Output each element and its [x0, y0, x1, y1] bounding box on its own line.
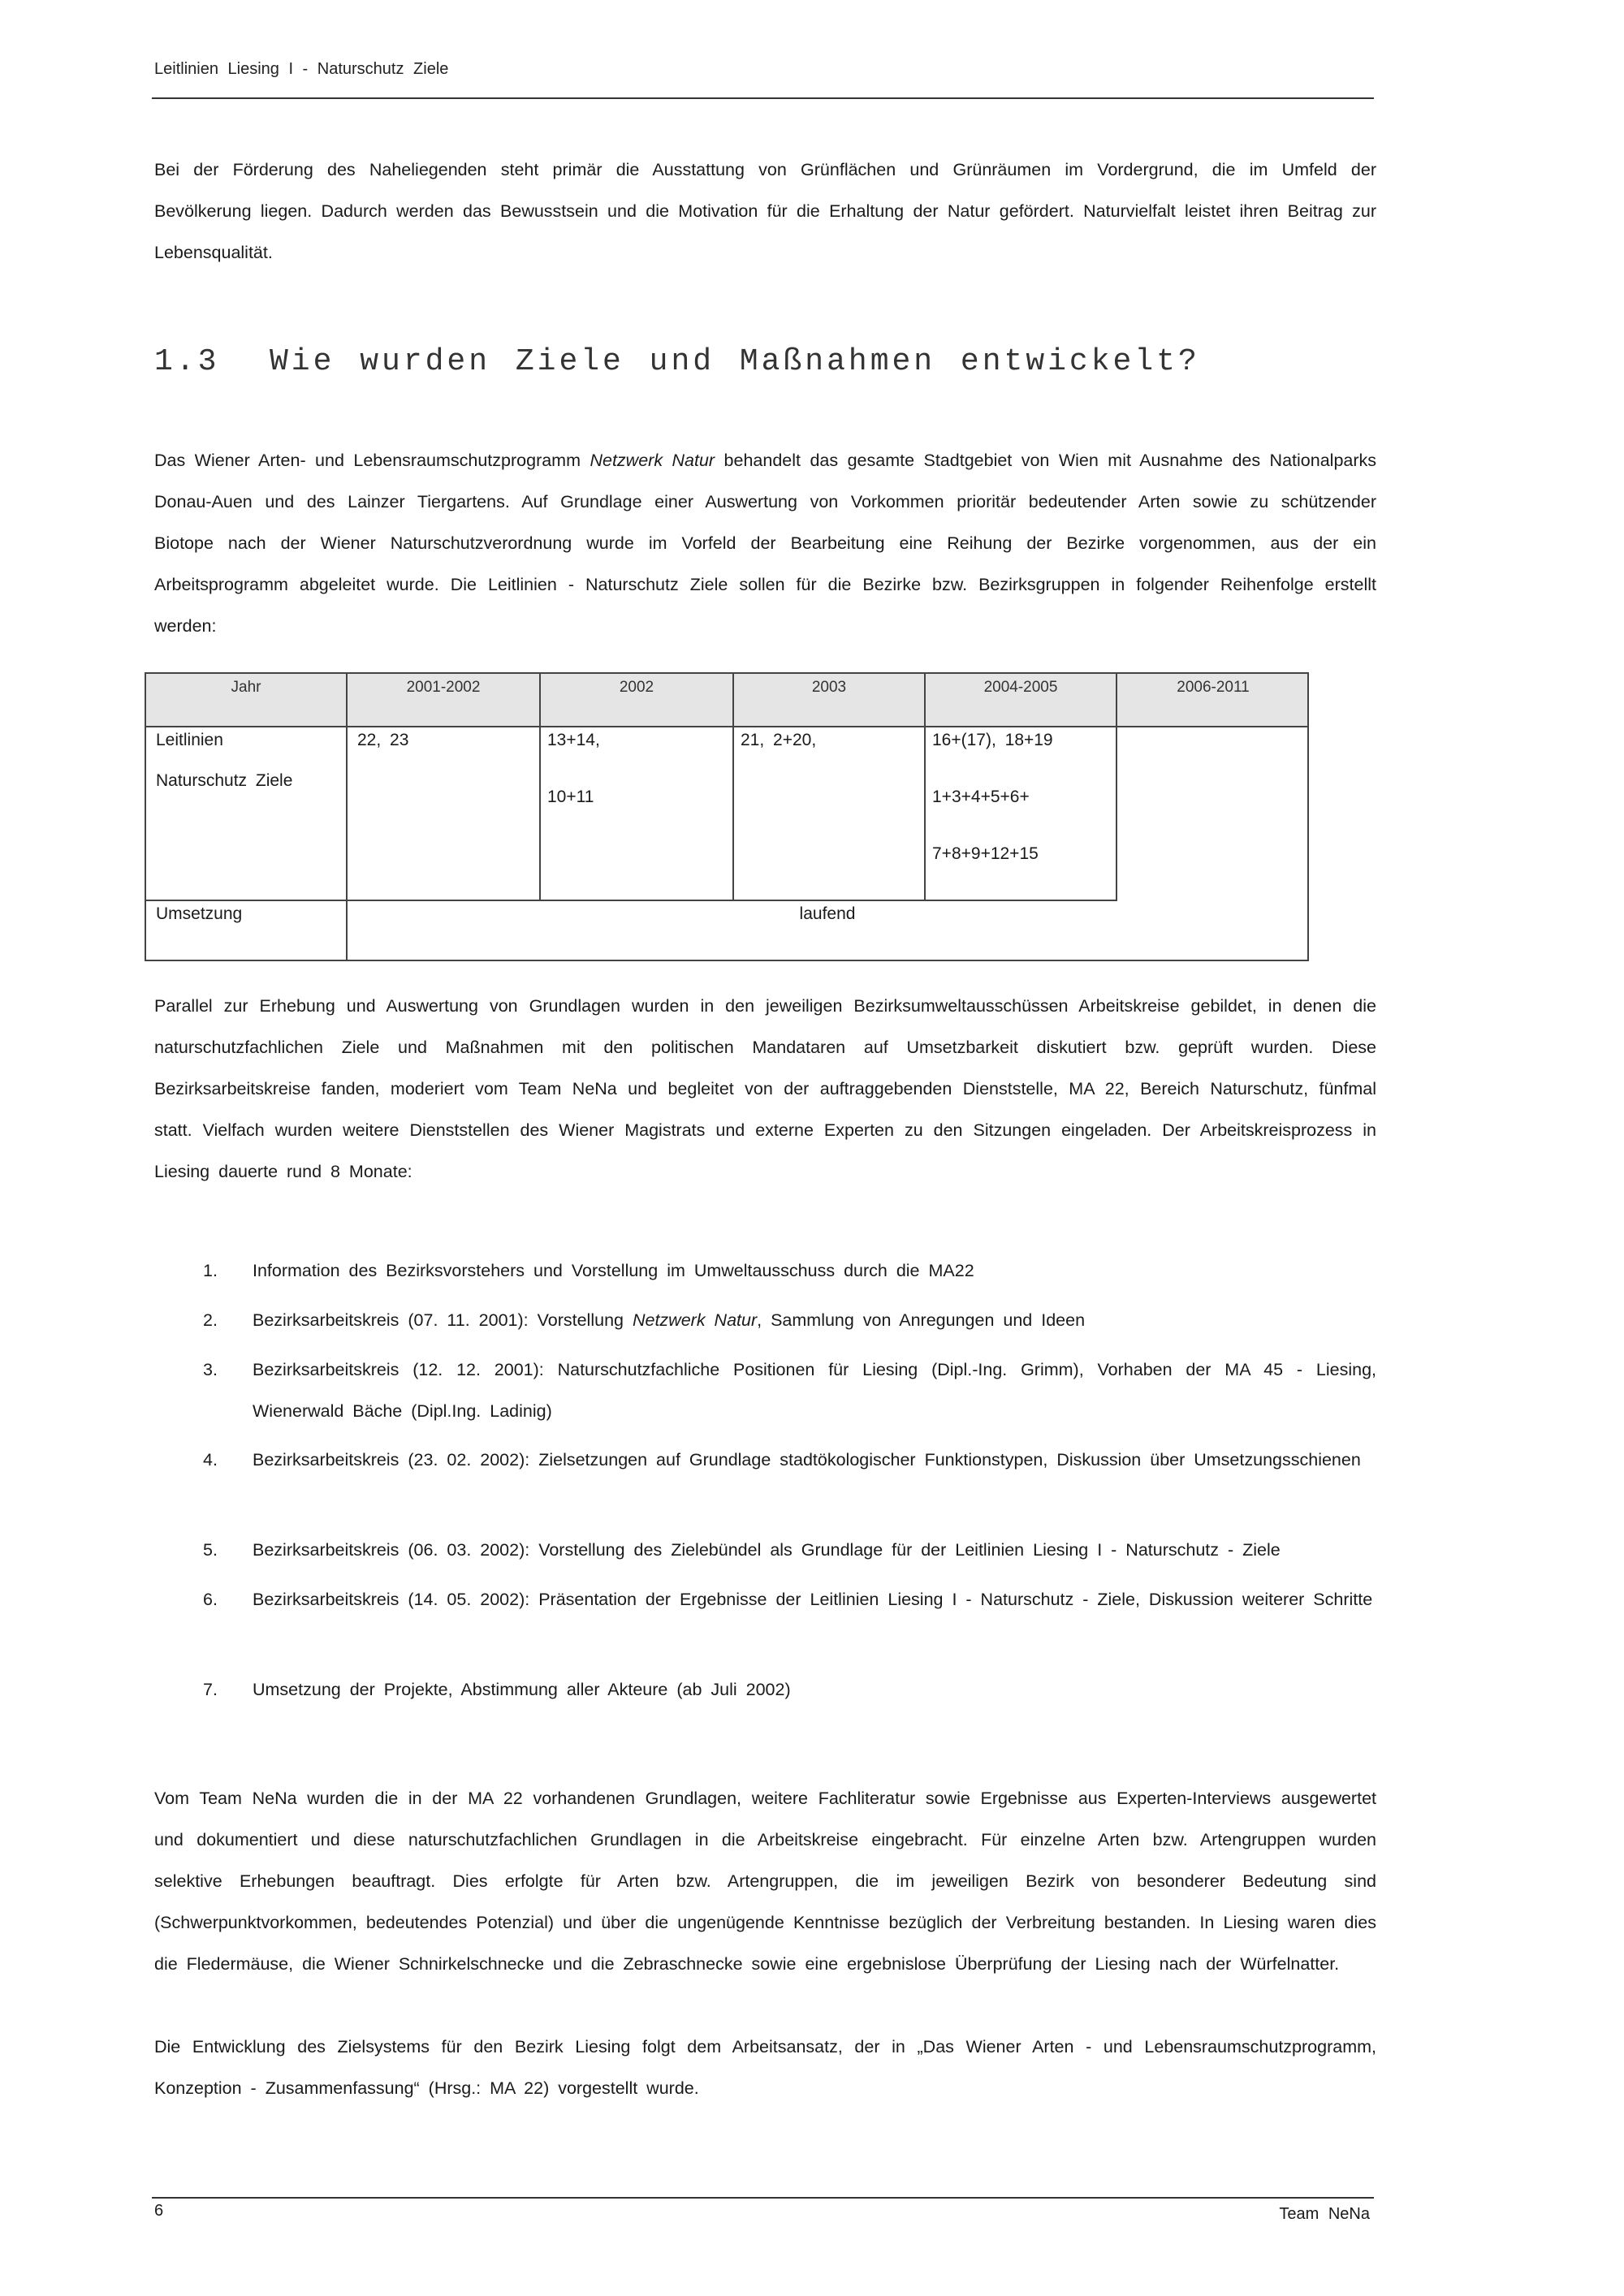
- table-header-cell: 2002: [539, 672, 732, 726]
- list-item-text: Umsetzung der Projekte, Abstimmung aller Akteure (ab Juli 2002): [253, 1680, 791, 1699]
- row-label-leitlinien: Leitlinien: [156, 731, 223, 749]
- table-header-cell: Jahr: [145, 672, 346, 726]
- running-header: Leitlinien Liesing I - Naturschutz Ziele: [154, 60, 449, 78]
- list-item-number: 2.: [203, 1310, 218, 1330]
- row-label-umsetzung: Umsetzung: [156, 904, 243, 923]
- list-item-number: 4.: [203, 1450, 218, 1470]
- list-item-text: [253, 1300, 1376, 1341]
- cell-2003: 21, 2+20,: [741, 731, 817, 749]
- footer-rule: [152, 2197, 1374, 2199]
- table-header-cell: 2006-2011: [1116, 672, 1309, 726]
- table-rule: [346, 726, 348, 961]
- program-paragraph: [154, 440, 1376, 647]
- working-group-paragraph: Parallel zur Erhebung und Auswertung von Grundlagen wurden in den jeweiligen Bezirksumweltausschüssen Arbeitskreise gebildet, in denen die naturschutzfachlichen Ziele und Maßnahmen mit den politischen Mandataren auf Umsetzbarkeit diskutiert bzw. geprüft wurden. Diese Bezirksarbeitskreise fanden, moderiert vom Team NeNa und begleitet von der auftraggebenden Dienststelle, MA 22, Bereich Naturschutz, fünfmal statt. Vielfach wurden weitere Dienststellen des Wiener Magistrats und externe Experten zu den Sitzungen eingeladen. Der Arbeitskreisprozess in Liesing dauerte rund 8 Monate:: [154, 996, 1376, 1181]
- header-rule: [152, 97, 1374, 99]
- list-item-text-start: Bezirksarbeitskreis (07. 11. 2001): Vorstellung: [253, 1310, 633, 1330]
- table-header-cell: 2001-2002: [346, 672, 539, 726]
- section-title: Wie wurden Ziele und Maßnahmen entwickelt?: [270, 344, 1200, 379]
- table-rule: [924, 726, 926, 900]
- cell-2001-2002: 22, 23: [357, 731, 409, 749]
- section-number: 1.3: [154, 344, 220, 379]
- table-rule: [145, 726, 1309, 727]
- cell-2004-2005-line1: 16+(17), 18+19: [932, 731, 1053, 749]
- program-name: Netzwerk Natur: [590, 451, 715, 470]
- list-item-text-rest: , Sammlung von Anregungen und Ideen: [757, 1310, 1086, 1330]
- table-rule: [539, 726, 541, 900]
- list-item-text: Bezirksarbeitskreis (12. 12. 2001): Naturschutzfachliche Positionen für Liesing (Dipl.-Ing. Grimm), Vorhaben der MA 45 - Liesing, Wienerwald Bäche (Dipl.Ing. Ladinig): [253, 1360, 1376, 1421]
- cell-2002-line2: 10+11: [547, 788, 594, 806]
- cell-2004-2005-line3: 7+8+9+12+15: [932, 844, 1039, 863]
- row-label-naturschutz-ziele: Naturschutz Ziele: [156, 771, 293, 790]
- list-item-number: 7.: [203, 1680, 218, 1699]
- cell-2004-2005-line2: 1+3+4+5+6+: [932, 788, 1030, 806]
- list-item-text: Bezirksarbeitskreis (06. 03. 2002): Vorstellung des Zielebündel als Grundlage für der Leitlinien Liesing I - Naturschutz - Ziele: [253, 1540, 1281, 1560]
- page-number: 6: [154, 2202, 164, 2220]
- table-rule: [145, 900, 1117, 901]
- table-rule: [732, 726, 734, 900]
- table-rule: [1116, 726, 1117, 900]
- list-item-text: Bezirksarbeitskreis (23. 02. 2002): Zielsetzungen auf Grundlage stadtökologischer Funktionstypen, Diskussion über Umsetzungsschienen: [253, 1450, 1361, 1470]
- list-item-number: 3.: [203, 1360, 218, 1379]
- list-item-number: 5.: [203, 1540, 218, 1560]
- methods-paragraph: Vom Team NeNa wurden die in der MA 22 vorhandenen Grundlagen, weitere Fachliteratur sowie Ergebnisse aus Experten-Interviews ausgewertet und dokumentiert und diese naturschutzfachlichen Grundlagen in die Arbeitskreise eingebracht. Für einzelne Arten bzw. Artengruppen wurden selektive Erhebungen beauftragt. Dies erfolgte für Arten bzw. Artengruppen, die im jeweiligen Bezirk von besonderer Bedeutung sind (Schwerpunktvorkommen, bedeutendes Potenzial) und über die ungenügende Kenntnisse bezüglich der Verbreitung bestanden. In Liesing waren dies die Fledermäuse, die Wiener Schnirkelschnecke und die Zebraschnecke sowie eine ergebnislose Überprüfung der Liesing nach der Würfelnatter.: [154, 1789, 1376, 1974]
- cell-umsetzung-value: laufend: [799, 904, 856, 923]
- program-paragraph-start: Das Wiener Arten- und Lebensraumschutzprogramm: [154, 451, 590, 470]
- cell-2002-line1: 13+14,: [547, 731, 600, 749]
- list-item-number: 1.: [203, 1261, 218, 1280]
- approach-paragraph: Die Entwicklung des Zielsystems für den Bezirk Liesing folgt dem Arbeitsansatz, der in „Das Wiener Arten - und Lebensraumschutzprogramm, Konzeption - Zusammenfassung“ (Hrsg.: MA 22) vorgestellt wurde.: [154, 2037, 1376, 2098]
- list-item-text: Information des Bezirksvorstehers und Vorstellung im Umweltausschuss durch die MA22: [253, 1261, 974, 1280]
- footer-author: Team NeNa: [1279, 2205, 1370, 2223]
- table-header-cell: 2004-2005: [924, 672, 1116, 726]
- program-name: Netzwerk Natur: [632, 1310, 758, 1330]
- intro-paragraph: Bei der Förderung des Naheliegenden steht primär die Ausstattung von Grünflächen und Grünräumen im Vordergrund, die im Umfeld der Bevölkerung liegen. Dadurch werden das Bewusstsein und die Motivation für die Erhaltung der Natur gefördert. Naturvielfalt leistet ihren Beitrag zur Lebensqualität.: [154, 160, 1376, 262]
- program-paragraph-rest: behandelt das gesamte Stadtgebiet von Wien mit Ausnahme des Nationalparks Donau-Auen und des Lainzer Tiergartens. Auf Grundlage einer Auswertung von Vorkommen prioritär bedeutender Arten sowie zu schützender Biotope nach der Wiener Naturschutzverordnung wurde im Vorfeld der Bearbeitung eine Reihung der Bezirke vorgenommen, aus der ein Arbeitsprogramm abgeleitet wurde. Die Leitlinien - Naturschutz Ziele sollen für die Bezirke bzw. Bezirksgruppen in folgender Reihenfolge erstellt werden:: [154, 451, 1377, 636]
- table-header-cell: 2003: [732, 672, 924, 726]
- list-item-number: 6.: [203, 1590, 218, 1609]
- list-item-text: Bezirksarbeitskreis (14. 05. 2002): Präsentation der Ergebnisse der Leitlinien Liesing I - Naturschutz - Ziele, Diskussion weiterer Schritte: [253, 1590, 1373, 1609]
- section-heading: [154, 344, 1200, 379]
- schedule-table: [145, 672, 1309, 961]
